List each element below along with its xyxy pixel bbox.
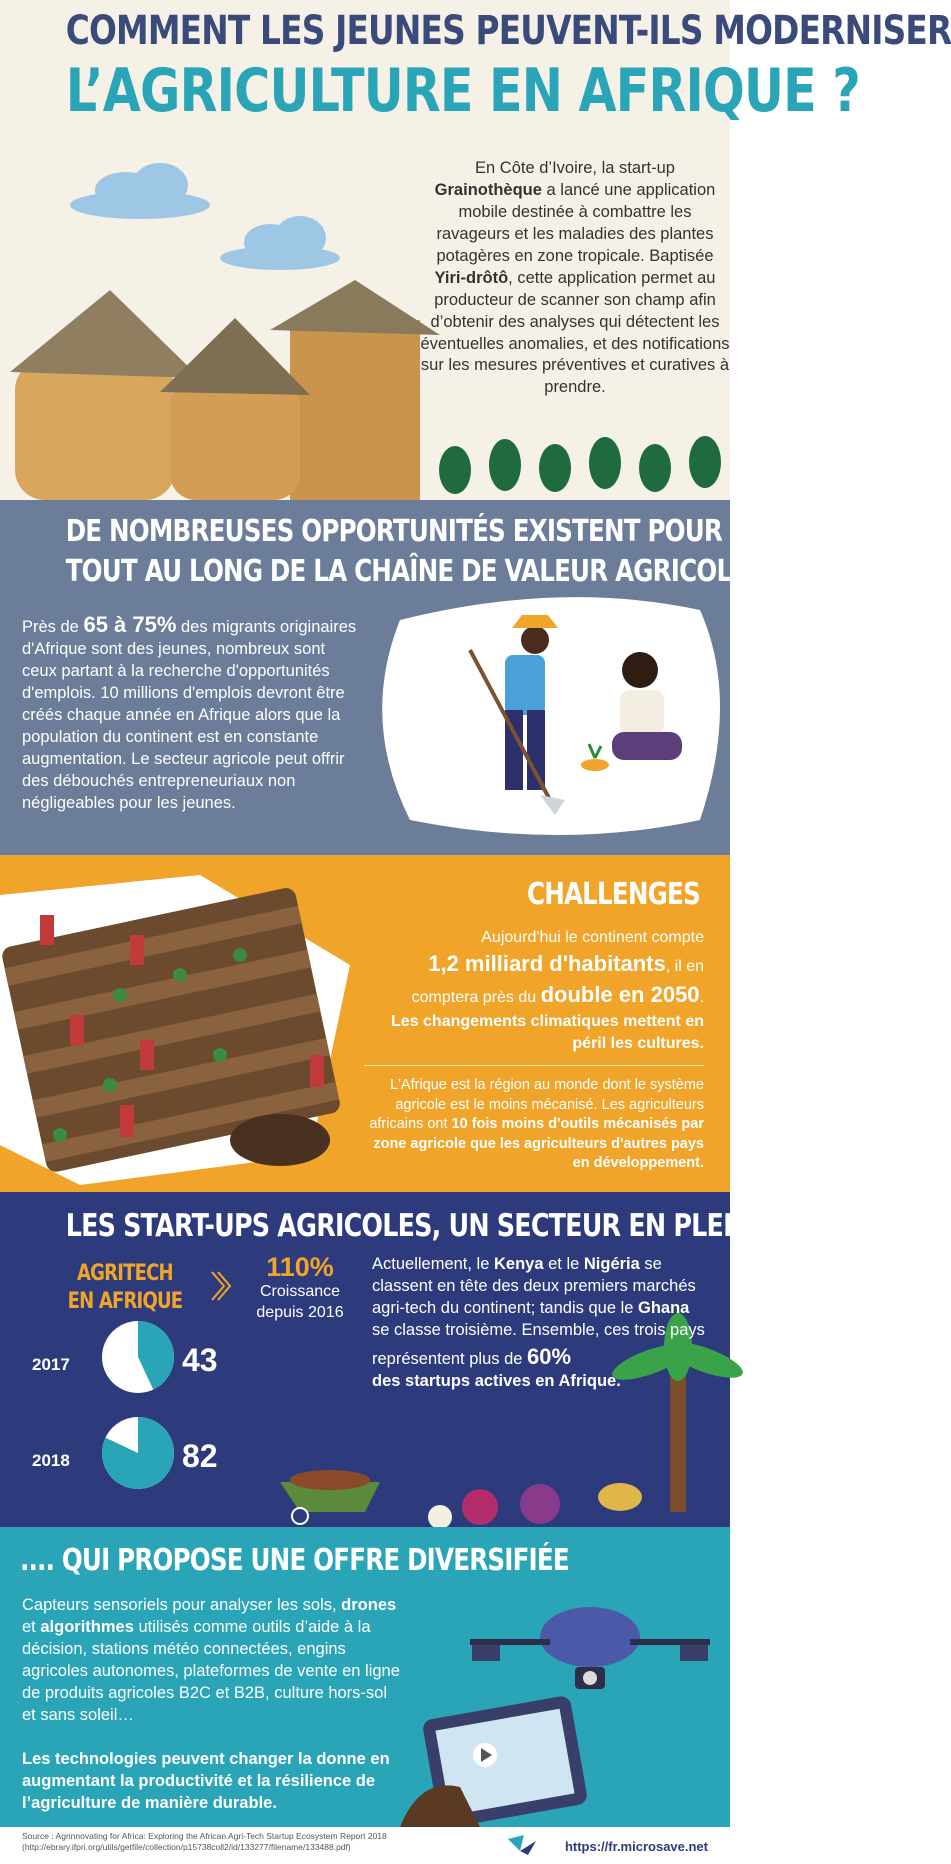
challenges-text: . bbox=[699, 989, 704, 1007]
count-2017: 43 bbox=[182, 1342, 218, 1378]
brand-name: Grainothèque bbox=[434, 180, 542, 199]
startups-title: LES START-UPS AGRICOLES, UN SECTEUR EN PLEIN ESSOR .... bbox=[65, 1208, 894, 1244]
algorithms-term: algorithmes bbox=[40, 1617, 134, 1636]
source-line-2[interactable]: (http://ebrary.ifpri.org/utils/getfile/collection/p15738coll2/id/133277/filename/133488.pdf) bbox=[22, 1842, 351, 1853]
intro-paragraph bbox=[420, 158, 730, 399]
technologies-text: Capteurs sensoriels pour analyser les sols, bbox=[22, 1596, 342, 1614]
migrants-percentage: 65 à 75% bbox=[83, 612, 177, 637]
population-forecast: double en 2050 bbox=[540, 982, 700, 1008]
app-name: Yiri-drôtô bbox=[434, 268, 509, 287]
cloud-icon bbox=[220, 216, 340, 270]
opportunities-section bbox=[0, 500, 882, 855]
count-2018: 82 bbox=[182, 1438, 218, 1474]
challenges-title: CHALLENGES bbox=[527, 877, 700, 912]
markets-conclusion: des startups actives en Afrique. bbox=[372, 1372, 621, 1390]
year-2018: 2018 bbox=[32, 1451, 70, 1470]
cloud-icon bbox=[70, 163, 210, 219]
technologies-text: et bbox=[22, 1617, 41, 1636]
technologies-text: utilisés comme outils d’aide à la décision, stations météo connectées, engins agricoles autonomes, plateformes de vente en ligne de produits agricoles B2C et B2B, culture hors-sol et sans soleil… bbox=[22, 1617, 400, 1724]
challenges-text: , il en comptera près du bbox=[411, 958, 704, 1007]
footer bbox=[0, 1827, 730, 1864]
country-nigeria: Nigéria bbox=[583, 1255, 640, 1273]
microsave-logo-icon bbox=[506, 1833, 540, 1857]
migrants-text: Près de bbox=[22, 618, 84, 636]
diversified-title: .... QUI PROPOSE UNE OFFRE DIVERSIFIÉE bbox=[20, 1543, 569, 1578]
migrants-text: des migrants originaires d'Afrique sont des jeunes, nombreux sont ceux partant à la recherche d'opportunités d'emplois. 10 millions d'emplois devront être créés chaque année en Afrique alors que la population du continent est en constante augmentation. Le secteur agricole peut offrir des débouchés entrepreneuriaux non négligeables pour les jeunes. bbox=[22, 618, 357, 812]
intro-section bbox=[0, 0, 951, 500]
opportunities-title-line-1: DE NOMBREUSES OPPORTUNITÉS EXISTENT POUR LES JEUNES bbox=[65, 514, 882, 549]
growth-label: Croissance depuis 2016 bbox=[256, 1283, 344, 1321]
technologies-paragraph bbox=[22, 1595, 402, 1727]
mechanisation-highlight: 10 fois moins d'outils mécanisés par zone agricole que les agriculteurs d'autres pays en développement. bbox=[373, 1116, 704, 1172]
population-value: 1,2 milliard d'habitants bbox=[428, 951, 666, 977]
intro-text: a lancé une application mobile destinée à combattre les ravageurs et les maladies des plantes potagères en zone tropicale. Baptisée bbox=[436, 180, 716, 265]
markets-text: Actuellement, le bbox=[372, 1255, 494, 1273]
challenges-paragraph bbox=[364, 927, 704, 1056]
agritech-label-line-2: EN AFRIQUE bbox=[67, 1289, 183, 1314]
intro-text: En Côte d’Ivoire, la start-up bbox=[475, 159, 675, 177]
drone-icon bbox=[470, 1607, 710, 1689]
markets-paragraph bbox=[372, 1254, 707, 1393]
growth-value: 110% bbox=[266, 1252, 334, 1282]
intro-text: , cette application permet au producteur de scanner son champ afin d’obtenir des analyses qui détectent les éventuelles anomalies, et des notifications sur les mesures préventives et curatives à prendre. bbox=[420, 268, 730, 397]
source-line-1: Source : Agrinnovating for Africa: Exploring the African Agri-Tech Startup Ecosystem Report 2018 bbox=[22, 1831, 387, 1841]
website-link[interactable]: https://fr.microsave.net bbox=[564, 1839, 708, 1854]
markets-text: et le bbox=[543, 1255, 584, 1273]
startups-section bbox=[0, 1192, 894, 1527]
markets-text: se classent en tête des deux premiers marchés agri-tech du continent; tandis que le bbox=[372, 1255, 696, 1317]
migrants-paragraph bbox=[22, 610, 362, 815]
title-line-2: L’AGRICULTURE EN AFRIQUE ? bbox=[65, 56, 861, 126]
year-2017: 2017 bbox=[32, 1355, 70, 1374]
climate-warning: Les changements climatiques mettent en péril les cultures. bbox=[391, 1012, 704, 1053]
country-ghana: Ghana bbox=[638, 1298, 690, 1317]
challenges-section bbox=[0, 855, 730, 1192]
share-percentage: 60% bbox=[527, 1343, 572, 1369]
mechanisation-text: L'Afrique est la région au monde dont le système agricole est le moins mécanisé. Les agriculteurs africains ont bbox=[369, 1077, 704, 1133]
country-kenya: Kenya bbox=[493, 1255, 544, 1273]
title-line-1: COMMENT LES JEUNES PEUVENT-ILS MODERNISER bbox=[65, 8, 951, 54]
opportunities-title-line-2: TOUT AU LONG DE LA CHAÎNE DE VALEUR AGRICOLE bbox=[65, 554, 748, 589]
mechanisation-paragraph bbox=[364, 1065, 704, 1174]
drones-term: drones bbox=[341, 1596, 397, 1614]
agritech-label-line-1: AGRITECH bbox=[77, 1261, 173, 1286]
challenges-text: Aujourd'hui le continent compte bbox=[481, 929, 704, 946]
markets-text: se classe troisième. Ensemble, ces trois pays représentent plus de bbox=[372, 1320, 705, 1368]
source-citation bbox=[22, 1831, 442, 1854]
diversified-section bbox=[0, 1527, 730, 1864]
conclusion-paragraph: Les technologies peuvent changer la donne en augmentant la productivité et la résilience de l’agriculture de manière durable. bbox=[22, 1750, 390, 1812]
